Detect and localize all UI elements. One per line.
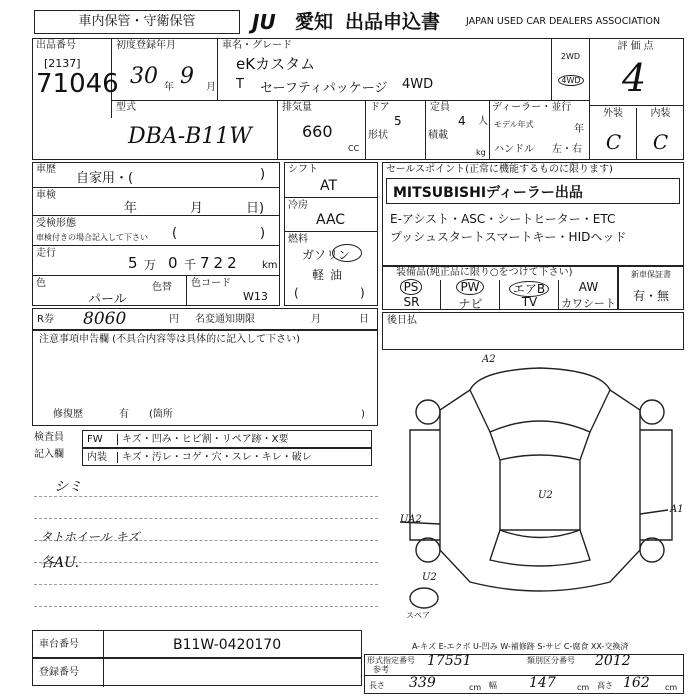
name-change-month: 月 — [311, 314, 321, 325]
displacement-unit: CC — [348, 144, 360, 153]
warranty-label: 新車保証書 — [631, 270, 671, 279]
rating-ext-int — [590, 106, 684, 160]
ju-logo: JU — [252, 10, 276, 34]
int-value: C — [652, 130, 669, 154]
handwritten-note-2: タトホイール キズ — [40, 530, 140, 544]
capacity-unit: 人 — [478, 116, 488, 127]
car-body-outline — [440, 368, 640, 591]
notes-label: 注意事項申告欄 (不具合内容等は具体的に記入して下さい) — [39, 334, 300, 345]
history-row — [32, 162, 280, 188]
repair-close: ) — [361, 409, 365, 420]
grade-prefix: T — [236, 77, 244, 92]
equip-tv: TV — [521, 295, 538, 309]
car-damage-diagram — [400, 350, 684, 620]
fuel-diesel: 軽油 — [312, 268, 349, 282]
len-label: 長さ — [369, 681, 385, 690]
displacement-label: 排気量 — [282, 102, 312, 113]
shift-label: シフト — [288, 164, 318, 175]
accept-close: ) — [260, 226, 266, 241]
chassis-label: 車台番号 — [39, 639, 79, 650]
dealer-label: ディーラー・並行 — [492, 102, 572, 113]
ext-label: 外装 — [590, 108, 637, 160]
capacity-label: 定員 — [430, 102, 450, 113]
len-unit: cm — [469, 683, 482, 692]
repair-place: (箇所 — [149, 409, 173, 420]
drive-box — [552, 38, 590, 100]
inspection-row — [32, 188, 280, 216]
mileage-rest: 722 — [200, 254, 241, 272]
note-line — [34, 562, 378, 563]
registration-year-unit: 年 — [164, 82, 174, 93]
equip-airbag: エアB — [500, 280, 559, 310]
color-row — [32, 276, 280, 306]
note-line — [34, 584, 378, 585]
equipment-label: 装備品(純正品に限り○をつけて下さい) — [396, 267, 573, 278]
color-label: 色 — [36, 278, 46, 289]
ref-label: 参考 — [373, 665, 389, 674]
damage-legend: A-キズ E-エクボ U-凹み W-補修跡 S-サビ C-腐食 XX-交換済 — [412, 642, 629, 651]
color-change-label: 色替 — [152, 282, 172, 293]
accept-row — [32, 216, 280, 246]
mileage-label: 走行 — [36, 248, 56, 259]
reg-no-row — [32, 658, 362, 686]
history-close: ) — [260, 167, 266, 182]
fw-text: キズ・凹み・ヒビ割・リペア跡・X要 — [117, 434, 288, 445]
mileage-man-unit: 万 — [144, 258, 157, 272]
width-label: 幅 — [489, 681, 497, 690]
mileage-row — [32, 246, 280, 276]
len-value: 339 — [409, 675, 436, 691]
wheel-fl — [416, 400, 440, 424]
mileage-sen: 0 — [168, 254, 178, 272]
mark-u2-rear: U2 — [422, 572, 437, 583]
rear-window — [490, 530, 590, 566]
sales-point-line1: MITSUBISHIディーラー出品 — [393, 185, 583, 201]
association-name: JAPAN USED CAR DEALERS ASSOCIATION — [466, 16, 661, 27]
type-label: 形式指定番号 — [367, 656, 415, 665]
note-line — [34, 496, 378, 497]
wheel-rr — [640, 538, 664, 562]
color-code: W13 — [243, 290, 268, 303]
wheel-rl — [416, 538, 440, 562]
accept-open: ( — [172, 226, 178, 241]
handle-label: ハンドル — [494, 144, 534, 155]
aircon-label: 冷房 — [288, 200, 308, 211]
equip-ps: PS — [382, 280, 441, 310]
rating-label: 評価点 — [617, 41, 657, 52]
registration-label: 初度登録年月 — [116, 40, 176, 51]
fuel-paren-open: ( — [294, 286, 299, 300]
car-name-cell — [218, 38, 552, 100]
fuel-label: 燃料 — [288, 234, 308, 245]
height-unit: cm — [665, 683, 678, 692]
car-name-label: 車名・グレード — [222, 40, 292, 51]
accept-label: 受検形態 — [36, 218, 76, 229]
model-year-unit: 年 — [574, 124, 584, 135]
inspector-label2: 記入欄 — [34, 449, 64, 460]
equipment-grid — [382, 280, 618, 310]
handwritten-note-3: 各AU. — [40, 555, 80, 571]
windshield — [490, 421, 590, 460]
lot-number: 71046 — [36, 69, 119, 99]
sales-point-label: セールスポイント(正常に機能するものに限ります) — [386, 164, 613, 175]
inspector-label1: 検査員 — [34, 432, 64, 443]
warranty-value: 有・無 — [632, 289, 669, 303]
model-value: DBA-B11W — [128, 124, 252, 149]
color-code-label: 色コード — [191, 278, 231, 289]
equip-pw: PW — [441, 280, 500, 310]
right-side — [640, 430, 672, 540]
height-label: 高さ — [597, 681, 613, 690]
notes-frame — [32, 330, 378, 426]
handwritten-note-1: シミ — [54, 479, 82, 495]
interior-label: 内装 — [87, 452, 107, 463]
displacement-value: 660 — [302, 122, 333, 141]
accept-note: 車検付きの場合記入して下さい — [36, 233, 148, 242]
capacity-cell — [426, 100, 490, 160]
equip-aw: AW — [578, 280, 599, 294]
recycle-unit: 円 — [169, 314, 179, 325]
equip-leather-seat: カワシート — [561, 297, 616, 310]
spec-frame — [364, 654, 684, 694]
fw-label: FW — [87, 434, 103, 445]
mark-a1: A1 — [670, 504, 684, 515]
recycle-label: R券 — [37, 314, 54, 325]
doors-cell — [366, 100, 426, 160]
repair-label: 修復歴 — [53, 409, 83, 420]
inspection-year: 年 — [124, 201, 138, 216]
shift-cell — [284, 162, 378, 198]
doors-value: 5 — [394, 114, 402, 128]
model-cell — [112, 100, 278, 160]
height-value: 162 — [623, 675, 650, 691]
chassis-row — [32, 630, 362, 658]
displacement-cell — [278, 100, 366, 160]
type-value: 17551 — [427, 653, 472, 669]
note-line — [34, 518, 378, 519]
storage-box: 車内保管・守衛保管 — [34, 10, 240, 34]
color-value: パール — [88, 292, 127, 307]
width-unit: cm — [577, 683, 590, 692]
drive-type: 4WD — [402, 77, 434, 92]
lot-bracket: [2137] — [44, 57, 81, 70]
chassis-number: B11W-0420170 — [173, 637, 282, 653]
mileage-sen-unit: 千 — [184, 258, 197, 272]
color-code-cell — [186, 276, 280, 306]
recycle-value: 8060 — [83, 309, 127, 329]
history-label: 車歴 — [36, 164, 56, 175]
rating-cell — [590, 38, 684, 106]
registration-month-unit: 月 — [206, 82, 216, 93]
mark-u2-center: U2 — [538, 490, 553, 501]
mileage-man: 5 — [128, 254, 138, 272]
fuel-paren-close: ) — [360, 286, 365, 300]
history-value: 自家用・( — [76, 171, 134, 186]
drive-4wd-circled: 4WD — [558, 75, 584, 86]
name-change-day: 日 — [359, 314, 369, 325]
warranty-cell — [618, 266, 684, 310]
registration-month: 9 — [180, 64, 194, 89]
rating-value: 4 — [622, 56, 647, 100]
capacity-value: 4 — [458, 114, 466, 128]
fuel-gas-circle — [332, 244, 362, 262]
fuel-gas: ガソリン — [302, 248, 351, 262]
weight-label: 積載 — [428, 130, 448, 141]
equip-navi: ナビ — [458, 297, 483, 311]
rear-seat-label: 後日払 — [387, 315, 417, 326]
inspection-day: 日) — [246, 201, 265, 216]
lot-cell — [32, 38, 119, 118]
spare-tire — [410, 588, 438, 608]
class-label: 類別区分番号 — [527, 656, 575, 665]
rear-seat-cell — [382, 312, 684, 350]
hood — [470, 390, 610, 432]
registration-year: 30 — [130, 64, 158, 89]
recycle-row — [32, 308, 378, 330]
shift-value: AT — [320, 178, 338, 194]
dealer-cell — [490, 100, 590, 160]
drive-2wd: 2WD — [560, 52, 581, 61]
sales-point-highlight — [386, 178, 680, 204]
inspector-fw-row — [82, 430, 372, 448]
int-label: 内装 — [650, 108, 671, 119]
handle-options: 左・右 — [552, 144, 582, 155]
reg-no-label: 登録番号 — [39, 667, 79, 678]
mark-line — [640, 510, 668, 514]
inspection-label: 車検 — [36, 190, 56, 201]
repair-value: 有 — [119, 409, 129, 420]
mark-a2: A2 — [482, 354, 496, 365]
car-name: eKカスタム — [236, 55, 316, 73]
name-change-label: 名変通知期限 — [195, 314, 255, 325]
grade-name: セーフティパッケージ — [260, 81, 388, 96]
wheel-fr — [640, 400, 664, 424]
spare-label: スペア — [406, 611, 430, 620]
form-title: 出品申込書 — [345, 11, 441, 33]
mark-ua2: UA2 — [400, 514, 422, 525]
width-value: 147 — [529, 675, 556, 691]
aircon-cell — [284, 198, 378, 232]
shape-label: 形状 — [368, 130, 388, 141]
interior-text: キズ・汚レ・コゲ・穴・スレ・キレ・破レ — [117, 452, 312, 463]
class-value: 2012 — [595, 653, 631, 669]
lot-label: 出品番号 — [36, 40, 76, 51]
inspector-in-row — [82, 448, 372, 466]
inspector-labels — [34, 432, 80, 460]
fuel-cell — [284, 232, 378, 306]
sales-point-line3: プッシュスタートスマートキー・HIDヘッド — [390, 230, 627, 244]
equip-sr: SR — [403, 295, 420, 309]
weight-unit: kg — [476, 148, 486, 157]
mileage-unit: km — [262, 260, 278, 271]
registration-cell — [112, 38, 218, 100]
doors-label: ドア — [370, 102, 390, 113]
note-line — [34, 606, 378, 607]
model-year-label: モデル年式 — [494, 120, 534, 129]
brand-name: 愛知 — [295, 11, 334, 33]
ext-value: C — [605, 130, 622, 154]
model-label: 型式 — [116, 102, 136, 113]
aircon-value: AAC — [316, 212, 346, 228]
sales-point-line2: E-アシスト・ASC・シートヒーター・ETC — [390, 212, 616, 226]
inspection-month: 月 — [190, 201, 204, 216]
